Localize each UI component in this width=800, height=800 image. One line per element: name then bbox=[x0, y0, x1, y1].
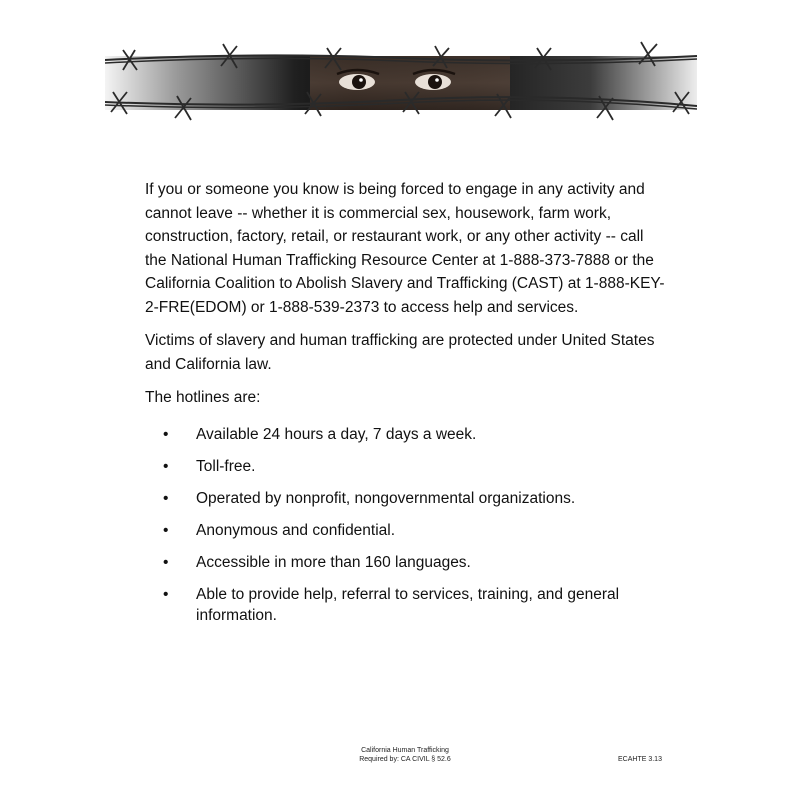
bullet-icon: • bbox=[163, 457, 169, 475]
list-item: • Anonymous and confidential. bbox=[145, 520, 665, 542]
bullet-icon: • bbox=[163, 585, 169, 603]
hotline-features-list bbox=[145, 424, 665, 627]
bullet-icon: • bbox=[163, 425, 169, 443]
list-item: • Operated by nonprofit, nongovernmental organizations. bbox=[145, 488, 665, 510]
list-item: • Available 24 hours a day, 7 days a week. bbox=[145, 424, 665, 446]
footer-code: ECAHTE 3.13 bbox=[618, 756, 662, 763]
footer-citation bbox=[300, 747, 510, 764]
bullet-icon: • bbox=[163, 521, 169, 539]
list-item: • Accessible in more than 160 languages. bbox=[145, 552, 665, 574]
protection-paragraph: Victims of slavery and human trafficking are protected under United States and California law. bbox=[145, 332, 655, 373]
footer-requirement: Required by: CA CIVIL § 52.6 bbox=[359, 755, 451, 763]
bullet-icon: • bbox=[163, 489, 169, 507]
bullet-icon: • bbox=[163, 553, 169, 571]
hotlines-intro: The hotlines are: bbox=[145, 389, 261, 406]
notice-body bbox=[145, 178, 665, 637]
list-item: • Able to provide help, referral to services, training, and general information. bbox=[163, 585, 620, 624]
footer-title: California Human Trafficking bbox=[361, 747, 449, 754]
intro-paragraph: If you or someone you know is being forced to engage in any activity and cannot leave -- whether it is commercial sex, housework, farm work, construction, factory, retail, or restaurant work, or any other activity -- call the National Human Trafficking Resource Center at 1-888-373-7888 or the California Coalition to Abolish Slavery and Trafficking (CAST) at 1-888-KEY-2-FRE(EDOM) or 1-888-539-2373 to access help and services. bbox=[145, 181, 665, 316]
list-item: • Toll-free. bbox=[145, 456, 665, 478]
barbed-wire-eyes-image bbox=[105, 36, 697, 128]
